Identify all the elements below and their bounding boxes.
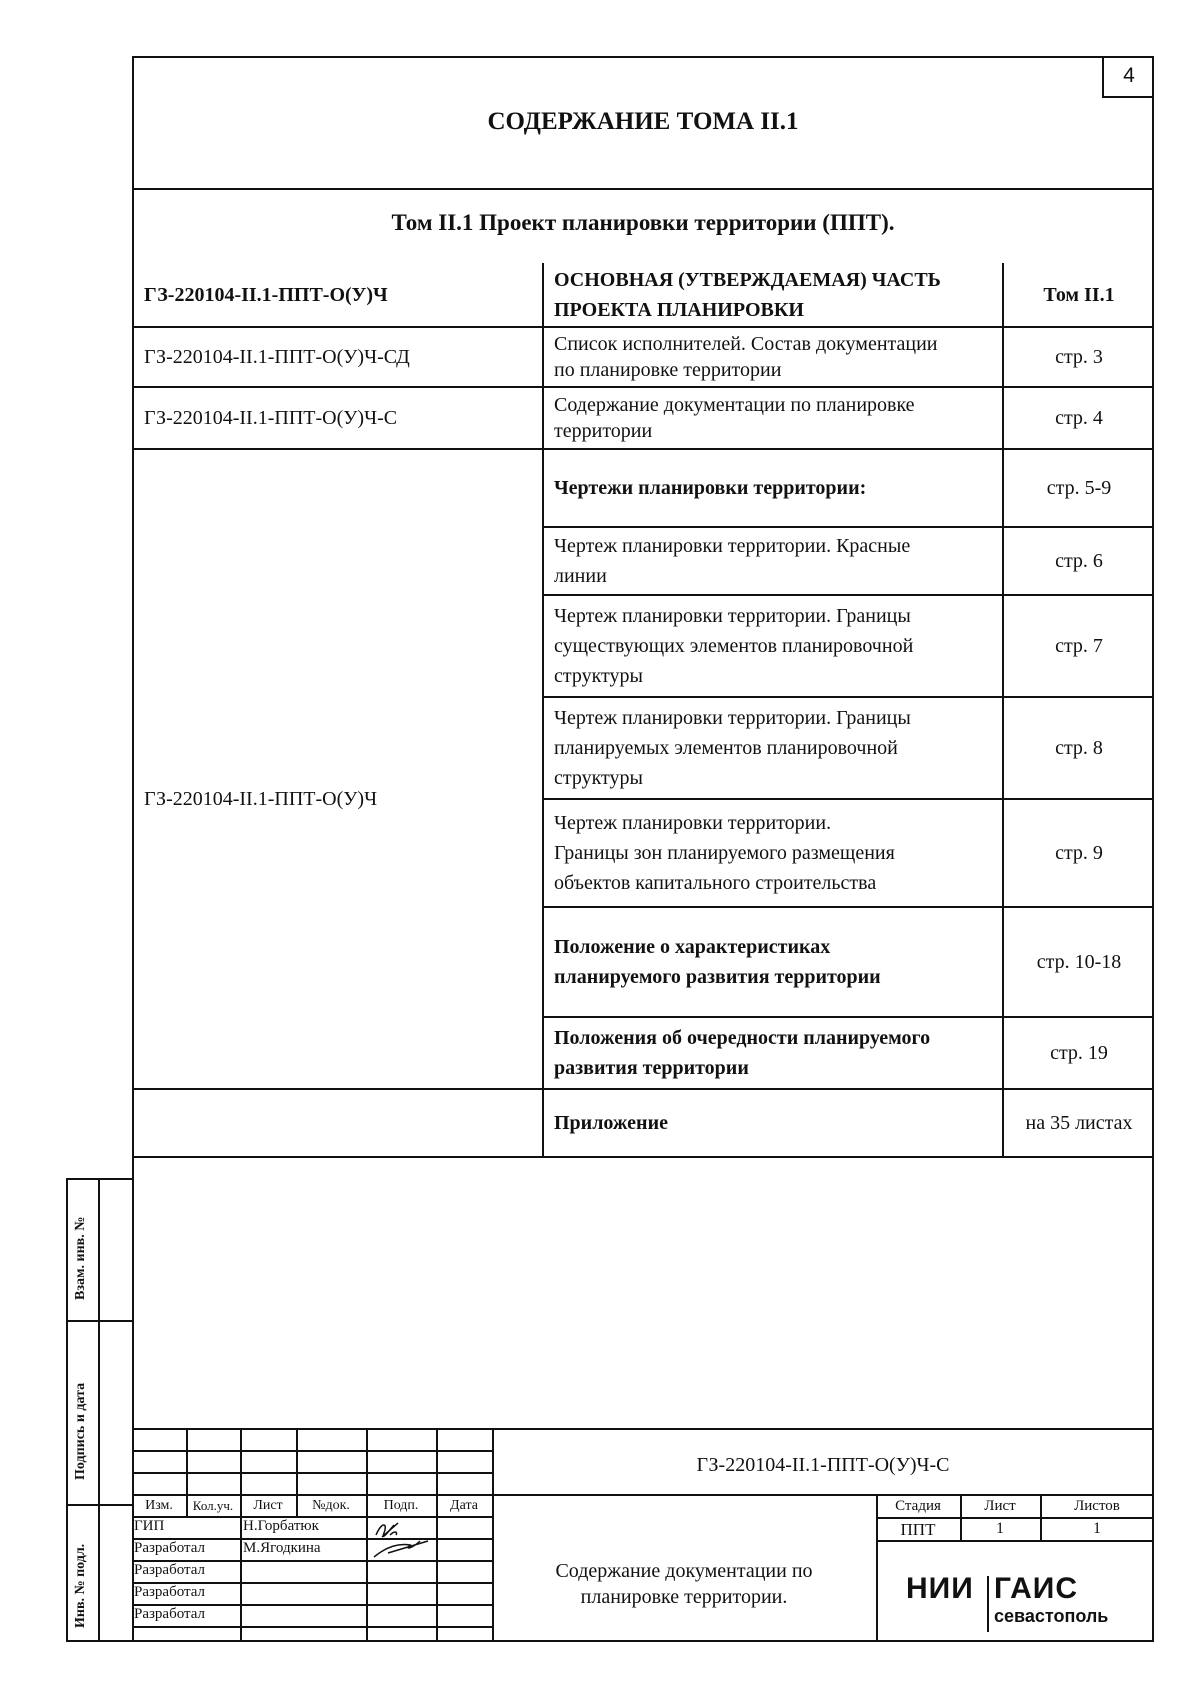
toc-code: ГЗ-220104-II.1-ППТ-О(У)Ч (132, 449, 543, 1089)
table-row (132, 449, 1154, 527)
side-stamp-divider (98, 1178, 100, 1642)
toc-page: стр. 19 (1003, 1017, 1154, 1089)
divider (132, 188, 1154, 190)
stamp-role: Разработал (134, 1540, 206, 1556)
side-stamp-vzam: Взам. инв. № (73, 1216, 88, 1300)
stamp-sheet-label: Лист (984, 1498, 1016, 1514)
table-row (132, 1089, 1154, 1157)
toc-table (132, 263, 1154, 1158)
toc-code: ГЗ-220104-II.1-ППТ-О(У)Ч (132, 263, 543, 327)
page-number: 4 (1102, 56, 1154, 98)
stamp-line (876, 1494, 878, 1642)
stamp-line (876, 1517, 1154, 1519)
stamp-line (240, 1428, 242, 1642)
toc-desc: Чертеж планировки территории. Границы планируемых элементов планировочной структуры (543, 697, 1003, 799)
stamp-line (132, 1626, 492, 1628)
stamp-role: Разработал (134, 1584, 206, 1600)
stamp-doc-code: ГЗ-220104-II.1-ППТ-О(У)Ч-С (696, 1454, 950, 1476)
side-stamp-inv: Инв. № подл. (73, 1543, 88, 1628)
toc-desc: Содержание документации по планировке территории (543, 387, 1003, 449)
toc-page: стр. 9 (1003, 799, 1154, 907)
toc-desc: Приложение (543, 1089, 1003, 1157)
logo-nii: НИИ (906, 1572, 974, 1605)
toc-desc: ОСНОВНАЯ (УТВЕРЖДАЕМАЯ) ЧАСТЬ ПРОЕКТА ПЛАНИРОВКИ (543, 263, 1003, 327)
toc-desc: Положения об очередности планируемого развития территории (543, 1017, 1003, 1089)
toc-desc: Чертежи планировки территории: (543, 449, 1003, 527)
toc-desc: Чертеж планировки территории. Красные линии (543, 527, 1003, 595)
stamp-header: Дата (450, 1498, 478, 1513)
toc-code (132, 1089, 543, 1157)
stamp-border (132, 1428, 1154, 1430)
signature-icon (368, 1517, 434, 1561)
stamp-name: Н.Горбатюк (243, 1518, 319, 1534)
stamp-sheets-label: Листов (1074, 1498, 1120, 1514)
side-stamp-divider (66, 1504, 134, 1506)
toc-page: стр. 10-18 (1003, 907, 1154, 1017)
stamp-stage: ППТ (900, 1520, 936, 1539)
side-stamp-podpis: Подпись и дата (73, 1382, 88, 1480)
stamp-line (132, 1494, 1154, 1496)
toc-desc: Чертеж планировки территории. Границы зон планируемого размещения объектов капитального строительства (543, 799, 1003, 907)
toc-desc: Чертеж планировки территории. Границы существующих элементов планировочной структуры (543, 595, 1003, 697)
toc-page: на 35 листах (1003, 1089, 1154, 1157)
stamp-line (436, 1428, 438, 1642)
stamp-role: Разработал (134, 1606, 206, 1622)
logo-gais: ГАИС (994, 1572, 1079, 1605)
stamp-role: Разработал (134, 1562, 206, 1578)
stamp-line (876, 1540, 1154, 1542)
volume-title: Том II.1 Проект планировки территории (ППТ). (391, 210, 895, 235)
logo-divider (987, 1576, 989, 1632)
table-row (132, 327, 1154, 387)
table-row (132, 263, 1154, 327)
logo-city: севастополь (994, 1606, 1109, 1626)
stamp-sheet: 1 (996, 1520, 1004, 1537)
toc-page: Том II.1 (1003, 263, 1154, 327)
toc-page: стр. 5-9 (1003, 449, 1154, 527)
toc-desc: Положение о характеристиках планируемого развития территории (543, 907, 1003, 1017)
toc-page: стр. 7 (1003, 595, 1154, 697)
stamp-header: №док. (312, 1498, 350, 1513)
toc-page: стр. 3 (1003, 327, 1154, 387)
toc-page: стр. 8 (1003, 697, 1154, 799)
stamp-header: Лист (253, 1498, 283, 1513)
stamp-sheets: 1 (1093, 1520, 1101, 1537)
table-row (132, 387, 1154, 449)
side-stamp-divider (66, 1320, 134, 1322)
stamp-doc-title: Содержание документации по планировке территории. (555, 1560, 813, 1608)
toc-page: стр. 6 (1003, 527, 1154, 595)
stamp-header: Подп. (383, 1498, 419, 1513)
toc-page: стр. 4 (1003, 387, 1154, 449)
toc-code: ГЗ-220104-II.1-ППТ-О(У)Ч-С (132, 387, 543, 449)
stamp-role: ГИП (134, 1518, 165, 1534)
stamp-stage-label: Стадия (895, 1498, 941, 1514)
stamp-header: Кол.уч. (192, 1498, 234, 1513)
stamp-header: Изм. (145, 1498, 173, 1513)
stamp-name: М.Ягодкина (243, 1540, 321, 1556)
toc-code: ГЗ-220104-II.1-ППТ-О(У)Ч-СД (132, 327, 543, 387)
toc-desc: Список исполнителей. Состав документации по планировке территории (543, 327, 1003, 387)
page-title: СОДЕРЖАНИЕ ТОМА II.1 (487, 108, 799, 135)
